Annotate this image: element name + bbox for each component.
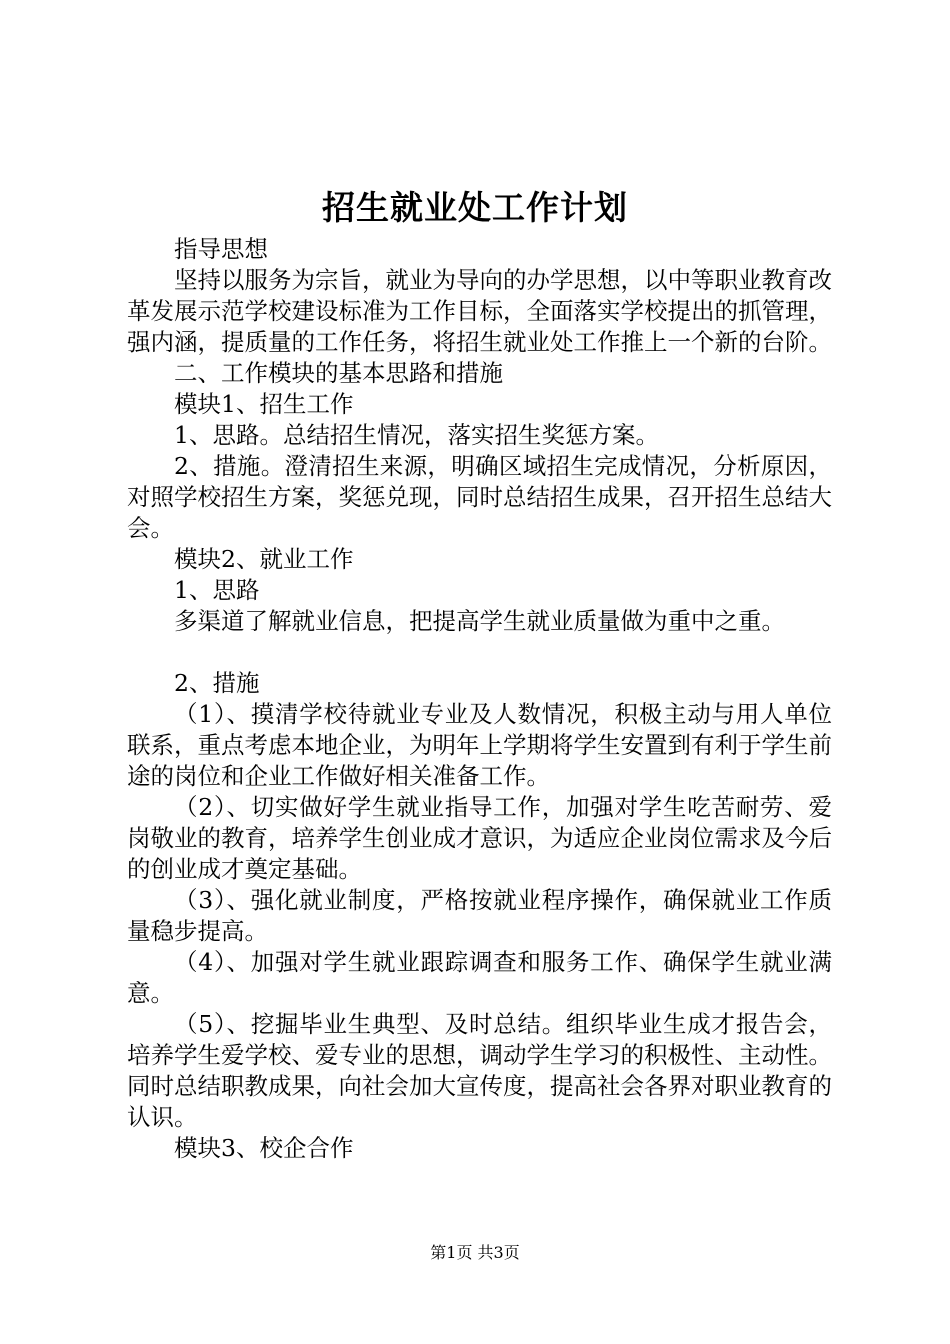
paragraph-module-2-idea-heading: 1、思路	[174, 576, 260, 604]
paragraph-measure-3: （3）、强化就业制度，严格按就业程序操作，确保就业工作质量稳步提高。	[127, 886, 832, 945]
paragraph-module-2-measures-heading: 2、措施	[174, 669, 260, 697]
paragraph-module-2-idea-text: 多渠道了解就业信息，把提高学生就业质量做为重中之重。	[174, 607, 785, 635]
document-title: 招生就业处工作计划	[322, 188, 628, 227]
paragraph-guiding-heading: 指导思想	[174, 235, 268, 263]
paragraph-module-1-measures: 2、措施。澄清招生来源，明确区域招生完成情况，分析原因，对照学校招生方案，奖惩兑现，同时总结招生成果，召开招生总结大会。	[127, 452, 832, 542]
document-body	[127, 234, 832, 1164]
paragraph-measure-4: （4）、加强对学生就业跟踪调查和服务工作、确保学生就业满意。	[127, 948, 832, 1007]
paragraph-module-1-heading: 模块1、招生工作	[174, 390, 354, 418]
paragraph-measure-2: （2）、切实做好学生就业指导工作，加强对学生吃苦耐劳、爱岗敬业的教育，培养学生创业成才意识，为适应企业岗位需求及今后的创业成才奠定基础。	[127, 793, 832, 883]
paragraph-module-3-heading: 模块3、校企合作	[174, 1134, 354, 1162]
page-indicator: 第1页 共3页	[430, 1243, 520, 1262]
paragraph-guiding-text: 坚持以服务为宗旨，就业为导向的办学思想，以中等职业教育改革发展示范学校建设标准为工作目标，全面落实学校提出的抓管理，强内涵，提质量的工作任务，将招生就业处工作推上一个新的台阶。	[127, 266, 832, 356]
paragraph-module-2-heading: 模块2、就业工作	[174, 545, 354, 573]
paragraph-module-1-idea: 1、思路。总结招生情况，落实招生奖惩方案。	[174, 421, 659, 449]
paragraph-section-two-heading: 二、工作模块的基本思路和措施	[174, 359, 503, 387]
paragraph-measure-5: （5）、挖掘毕业生典型、及时总结。组织毕业生成才报告会，培养学生爱学校、爱专业的思想，调动学生学习的积极性、主动性。同时总结职教成果，向社会加大宣传度，提高社会各界对职业教育的认识。	[127, 1010, 832, 1131]
paragraph-measure-1: （1）、摸清学校待就业专业及人数情况，积极主动与用人单位联系，重点考虑本地企业，为明年上学期将学生安置到有利于学生前途的岗位和企业工作做好相关准备工作。	[127, 700, 832, 790]
